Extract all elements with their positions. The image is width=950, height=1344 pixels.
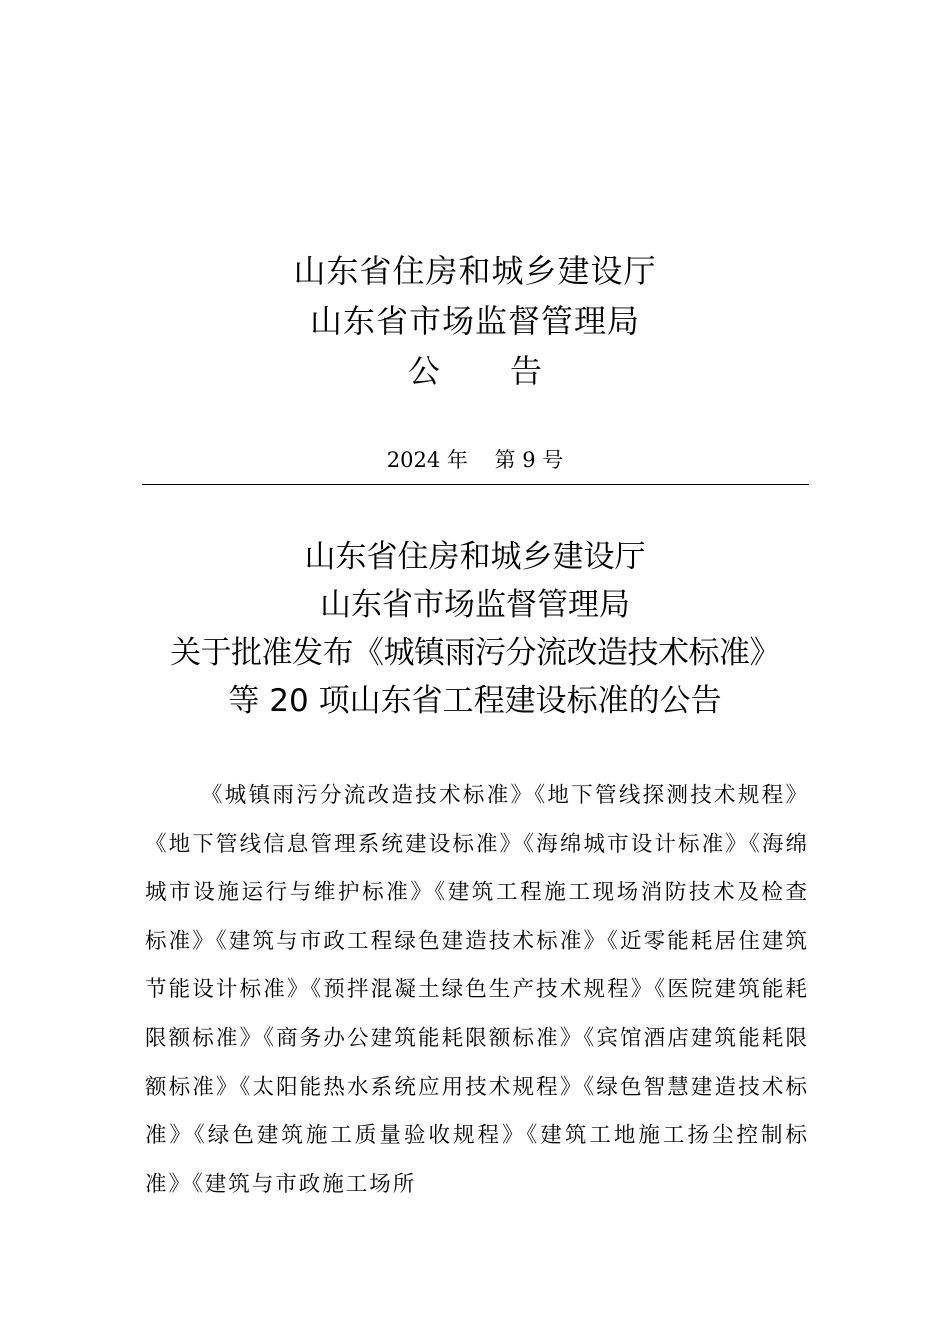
issuer-name-housing-department: 山东省住房和城乡建设厅 xyxy=(293,252,657,290)
title-line-1: 山东省住房和城乡建设厅 xyxy=(304,539,646,575)
announcement-label: 公告 xyxy=(407,352,612,390)
title-line-3: 关于批准发布《城镇雨污分流改造技术标准》 xyxy=(170,635,780,671)
header-divider xyxy=(142,484,809,485)
title-line-4: 等 20 项山东省工程建设标准的公告 xyxy=(228,683,722,719)
issuer-name-market-supervision: 山东省市场监督管理局 xyxy=(309,302,640,340)
document-header xyxy=(0,246,950,396)
title-line-2: 山东省市场监督管理局 xyxy=(320,587,630,623)
body-paragraph: 《城镇雨污分流改造技术标准》《地下管线探测技术规程》《地下管线信息管理系统建设标准》《海绵城市设计标准》《海绵城市设施运行与维护标准》《建筑工程施工现场消防技术及检查标准》《建筑与市政工程绿色建造技术标准》《近零能耗居住建筑节能设计标准》《预拌混凝土绿色生产技术规程》《医院建筑能耗限额标准》《商务办公建筑能耗限额标准》《宾馆酒店建筑能耗限额标准》《太阳能热水系统应用技术规程》《绿色智慧建造技术标准》《绿色建筑施工质量验收规程》《建筑工地施工扬尘控制标准》《建筑与市政施工场所 xyxy=(145,783,809,1197)
document-title xyxy=(0,533,950,725)
document-number: 2024 年 第 9 号 xyxy=(386,448,564,472)
